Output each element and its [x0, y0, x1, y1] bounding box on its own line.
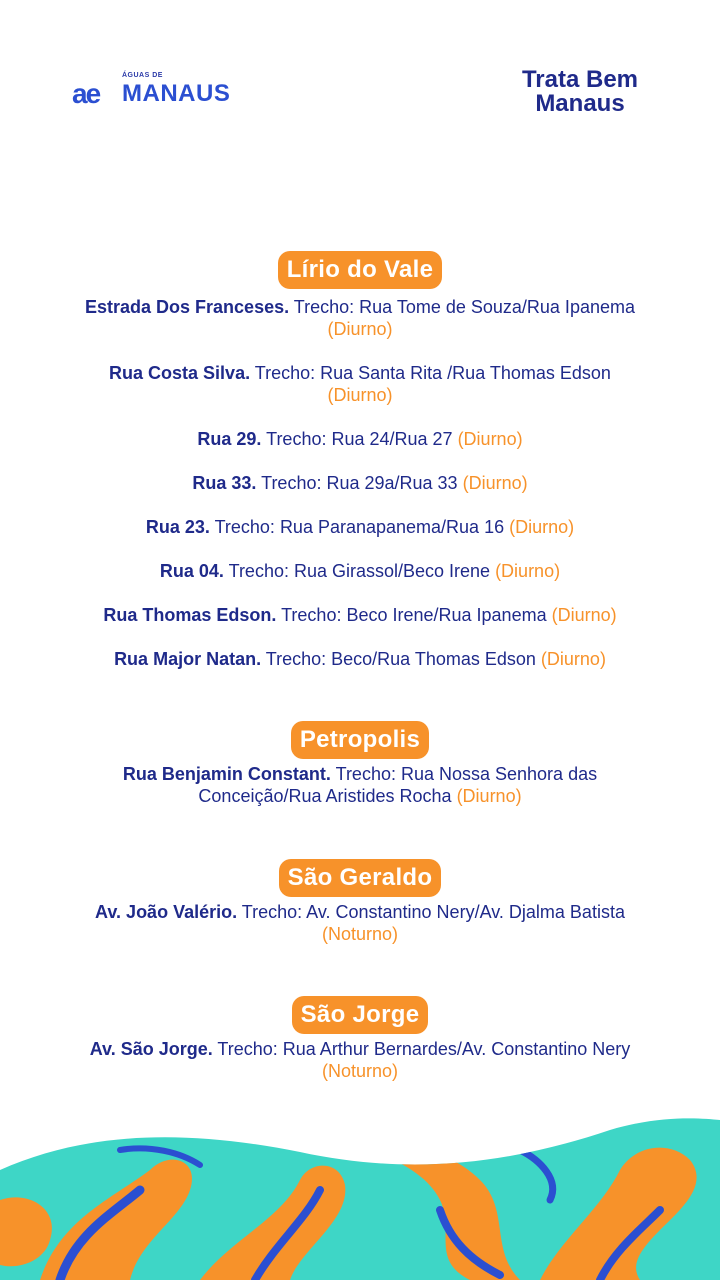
street-name: Rua 04. [159, 561, 224, 581]
aguas-de-manaus-logo [72, 72, 242, 112]
street-name: Rua Costa Silva. [109, 363, 251, 383]
street-name: Rua 29. [197, 429, 262, 449]
aguas-logo-small-text: ÁGUAS DE [122, 72, 163, 79]
period-label: (Diurno) [456, 786, 522, 806]
street-name: Av. João Valério. [95, 902, 238, 922]
trata-logo-line1: Trata Bem [521, 66, 639, 93]
trecho-text: Trecho: Beco/Rua Thomas Edson [261, 649, 541, 669]
period-label: (Diurno) [551, 605, 617, 625]
section-title: Lírio do Vale [278, 251, 443, 289]
trata-bem-manaus-logo [500, 68, 660, 116]
list-item [75, 901, 645, 945]
period-label: (Diurno) [495, 561, 561, 581]
trecho-text: Trecho: Rua Paranapanema/Rua 16 [209, 517, 510, 537]
list-item [80, 763, 640, 807]
trecho-text: Trecho: Rua Santa Rita /Rua Thomas Edson [250, 363, 611, 383]
section-lirio-do-vale [0, 251, 720, 670]
section-title: Petropolis [291, 721, 429, 759]
period-label: (Noturno) [321, 1061, 399, 1081]
section-petropolis [0, 721, 720, 807]
trata-logo-line2: Manaus [535, 90, 625, 117]
period-label: (Diurno) [540, 649, 606, 669]
trecho-text: Trecho: Rua Girassol/Beco Irene [223, 561, 496, 581]
aguas-logo-mark: ae [72, 78, 100, 109]
period-label: (Diurno) [462, 473, 528, 493]
period-label: (Diurno) [327, 385, 393, 405]
list-item [30, 362, 690, 406]
decorative-wave-pattern [0, 1090, 720, 1280]
trecho-text: Trecho: Av. Constantino Nery/Av. Djalma Batista [237, 902, 625, 922]
aguas-logo-name: MANAUS [122, 80, 231, 107]
trecho-text: Trecho: Rua Nossa Senhora das Conceição/Rua Aristides Rocha [198, 764, 598, 806]
trecho-text: Trecho: Rua 24/Rua 27 [261, 429, 458, 449]
street-name: Rua Major Natan. [114, 649, 262, 669]
section-sao-geraldo [0, 859, 720, 945]
trecho-text: Trecho: Rua Arthur Bernardes/Av. Constantino Nery [212, 1039, 631, 1059]
period-label: (Diurno) [327, 319, 393, 339]
header [0, 0, 720, 140]
street-name: Av. São Jorge. [89, 1039, 213, 1059]
trecho-text: Trecho: Rua 29a/Rua 33 [256, 473, 463, 493]
section-sao-jorge [0, 996, 720, 1082]
street-name: Rua Thomas Edson. [103, 605, 277, 625]
period-label: (Diurno) [457, 429, 523, 449]
trecho-text: Trecho: Rua Tome de Souza/Rua Ipanema [289, 297, 635, 317]
period-label: (Diurno) [509, 517, 575, 537]
street-name: Rua 33. [192, 473, 257, 493]
street-name: Estrada Dos Franceses. [85, 297, 290, 317]
street-name: Rua 23. [145, 517, 210, 537]
list-item [30, 472, 690, 494]
list-item [30, 296, 690, 340]
street-name: Rua Benjamin Constant. [122, 764, 331, 784]
list-item [30, 516, 690, 538]
section-title: São Jorge [292, 996, 429, 1034]
trecho-text: Trecho: Beco Irene/Rua Ipanema [276, 605, 552, 625]
section-title: São Geraldo [279, 859, 442, 897]
list-item [30, 560, 690, 582]
list-item [30, 428, 690, 450]
list-item [55, 1038, 665, 1082]
list-item [30, 648, 690, 670]
list-item [30, 604, 690, 626]
period-label: (Noturno) [321, 924, 399, 944]
